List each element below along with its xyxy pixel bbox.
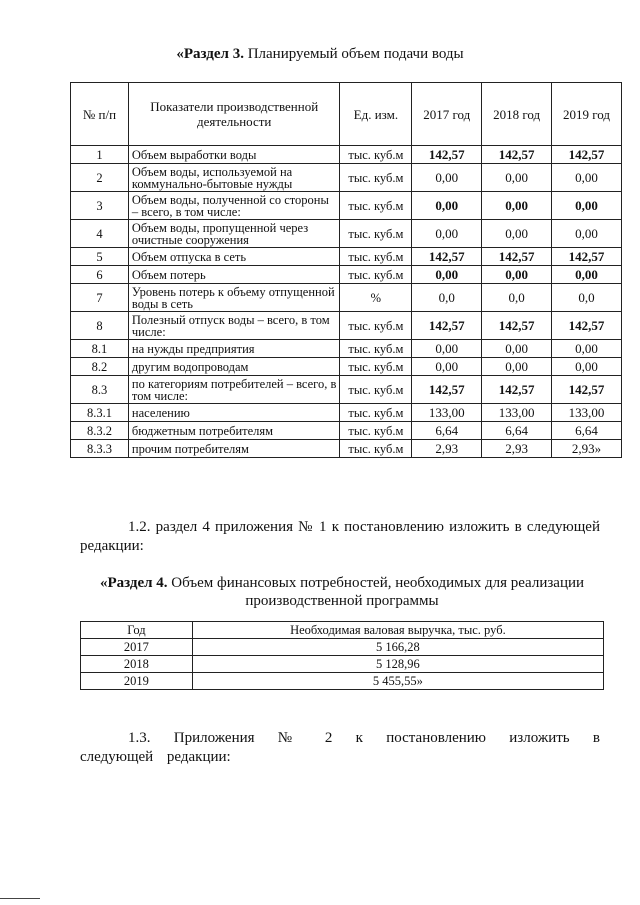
section3-title-text: Планируемый объем подачи воды: [243, 46, 464, 62]
row-2019: 0,00: [552, 340, 622, 358]
row-num: 8.3: [71, 376, 129, 404]
row-unit: тыс. куб.м: [340, 266, 412, 284]
row-unit: тыс. куб.м: [340, 192, 412, 220]
row-2019: 0,00: [552, 358, 622, 376]
row-num: 8.3.2: [71, 422, 129, 440]
row-2018: 142,57: [482, 248, 552, 266]
row-2018: 0,00: [482, 192, 552, 220]
row-2019: 0,0: [552, 284, 622, 312]
row-unit: тыс. куб.м: [340, 248, 412, 266]
row-unit: тыс. куб.м: [340, 312, 412, 340]
row-2018: 6,64: [482, 422, 552, 440]
row-revenue: 5 128,96: [192, 656, 603, 673]
row-2017: 142,57: [412, 376, 482, 404]
row-2019: 0,00: [552, 164, 622, 192]
row-2017: 142,57: [412, 248, 482, 266]
section3-title: [0, 45, 640, 63]
row-indicator: другим водопроводам: [128, 358, 340, 376]
section3-title-label: «Раздел 3.: [176, 46, 244, 62]
row-year: 2019: [81, 673, 193, 690]
paragraph-1-3-text: 1.3. Приложения № 2 к постановлению изложить в следующей редакции:: [80, 730, 600, 765]
table-row: [71, 146, 622, 164]
row-2018: 142,57: [482, 312, 552, 340]
row-num: 8.3.3: [71, 440, 129, 458]
row-2019: 6,64: [552, 422, 622, 440]
row-indicator: населению: [128, 404, 340, 422]
table-row: [71, 284, 622, 312]
row-year: 2018: [81, 656, 193, 673]
row-unit: тыс. куб.м: [340, 340, 412, 358]
row-num: 8.2: [71, 358, 129, 376]
row-unit: тыс. куб.м: [340, 220, 412, 248]
table-row: [71, 248, 622, 266]
table-row: [71, 220, 622, 248]
row-2017: 133,00: [412, 404, 482, 422]
paragraph-1-2: [80, 518, 600, 556]
row-2019: 0,00: [552, 266, 622, 284]
row-2019: 142,57: [552, 248, 622, 266]
row-num: 3: [71, 192, 129, 220]
row-num: 5: [71, 248, 129, 266]
paragraph-1-3: [80, 729, 600, 767]
table-row: [71, 440, 622, 458]
row-unit: тыс. куб.м: [340, 422, 412, 440]
col-header-num: № п/п: [71, 83, 129, 146]
row-2018: 2,93: [482, 440, 552, 458]
water-supply-table: [70, 82, 622, 458]
row-2017: 0,00: [412, 358, 482, 376]
row-2018: 142,57: [482, 376, 552, 404]
section4-title-text: Объем финансовых потребностей, необходимых для реализации производственной программы: [167, 575, 585, 609]
financial-needs-table: [80, 621, 604, 690]
row-num: 4: [71, 220, 129, 248]
row-2019: 133,00: [552, 404, 622, 422]
row-unit: тыс. куб.м: [340, 358, 412, 376]
row-indicator: Объем отпуска в сеть: [128, 248, 340, 266]
row-indicator: Объем выработки воды: [128, 146, 340, 164]
row-unit: тыс. куб.м: [340, 164, 412, 192]
row-unit: %: [340, 284, 412, 312]
row-num: 7: [71, 284, 129, 312]
row-year: 2017: [81, 639, 193, 656]
row-2019: 2,93»: [552, 440, 622, 458]
row-2017: 0,00: [412, 266, 482, 284]
row-unit: тыс. куб.м: [340, 146, 412, 164]
table-header-row: [71, 83, 622, 146]
col-header-2019: 2019 год: [552, 83, 622, 146]
table-row: [71, 376, 622, 404]
paragraph-1-2-text: 1.2. раздел 4 приложения № 1 к постановлению изложить в следующей редакции:: [80, 519, 600, 554]
row-num: 8.3.1: [71, 404, 129, 422]
row-2019: 0,00: [552, 192, 622, 220]
row-2018: 0,00: [482, 220, 552, 248]
row-2018: 0,00: [482, 358, 552, 376]
col-header-2017: 2017 год: [412, 83, 482, 146]
table-row: [71, 312, 622, 340]
row-unit: тыс. куб.м: [340, 440, 412, 458]
row-2018: 0,0: [482, 284, 552, 312]
row-unit: тыс. куб.м: [340, 376, 412, 404]
col-header-2018: 2018 год: [482, 83, 552, 146]
row-indicator: на нужды предприятия: [128, 340, 340, 358]
row-indicator: Полезный отпуск воды – всего, в том числе:: [128, 312, 340, 340]
page-corner-mark: [0, 898, 40, 899]
table-row: [71, 404, 622, 422]
row-2017: 0,0: [412, 284, 482, 312]
table-row: [71, 422, 622, 440]
section4-title: [80, 574, 604, 610]
section4-title-label: «Раздел 4.: [99, 575, 168, 591]
table-row: [71, 358, 622, 376]
row-2019: 142,57: [552, 312, 622, 340]
row-2017: 6,64: [412, 422, 482, 440]
row-num: 6: [71, 266, 129, 284]
table-row: [81, 639, 604, 656]
row-num: 2: [71, 164, 129, 192]
row-2018: 0,00: [482, 164, 552, 192]
row-2017: 2,93: [412, 440, 482, 458]
row-indicator: Объем потерь: [128, 266, 340, 284]
table-row: [71, 266, 622, 284]
row-indicator: Уровень потерь к объему отпущенной воды в сеть: [128, 284, 340, 312]
table-row: [71, 340, 622, 358]
row-2017: 142,57: [412, 312, 482, 340]
row-revenue: 5 166,28: [192, 639, 603, 656]
row-2018: 0,00: [482, 340, 552, 358]
row-indicator: Объем воды, пропущенной через очистные сооружения: [128, 220, 340, 248]
table-row: [71, 192, 622, 220]
row-num: 8: [71, 312, 129, 340]
row-2018: 142,57: [482, 146, 552, 164]
table-header-row: [81, 622, 604, 639]
row-unit: тыс. куб.м: [340, 404, 412, 422]
row-2017: 0,00: [412, 192, 482, 220]
row-indicator: Объем воды, используемой на коммунально-бытовые нужды: [128, 164, 340, 192]
row-2017: 0,00: [412, 220, 482, 248]
row-2017: 0,00: [412, 340, 482, 358]
row-indicator: прочим потребителям: [128, 440, 340, 458]
row-indicator: Объем воды, полученной со стороны – всего, в том числе:: [128, 192, 340, 220]
row-2019: 142,57: [552, 146, 622, 164]
row-num: 8.1: [71, 340, 129, 358]
col-header-year: Год: [81, 622, 193, 639]
row-2018: 133,00: [482, 404, 552, 422]
col-header-revenue: Необходимая валовая выручка, тыс. руб.: [192, 622, 603, 639]
row-2017: 0,00: [412, 164, 482, 192]
table-row: [81, 656, 604, 673]
col-header-unit: Ед. изм.: [340, 83, 412, 146]
row-revenue: 5 455,55»: [192, 673, 603, 690]
row-2019: 142,57: [552, 376, 622, 404]
row-2017: 142,57: [412, 146, 482, 164]
row-2018: 0,00: [482, 266, 552, 284]
col-header-indicator: Показатели производственной деятельности: [128, 83, 340, 146]
row-num: 1: [71, 146, 129, 164]
row-indicator: бюджетным потребителям: [128, 422, 340, 440]
table-row: [71, 164, 622, 192]
table-row: [81, 673, 604, 690]
row-2019: 0,00: [552, 220, 622, 248]
row-indicator: по категориям потребителей – всего, в том числе:: [128, 376, 340, 404]
